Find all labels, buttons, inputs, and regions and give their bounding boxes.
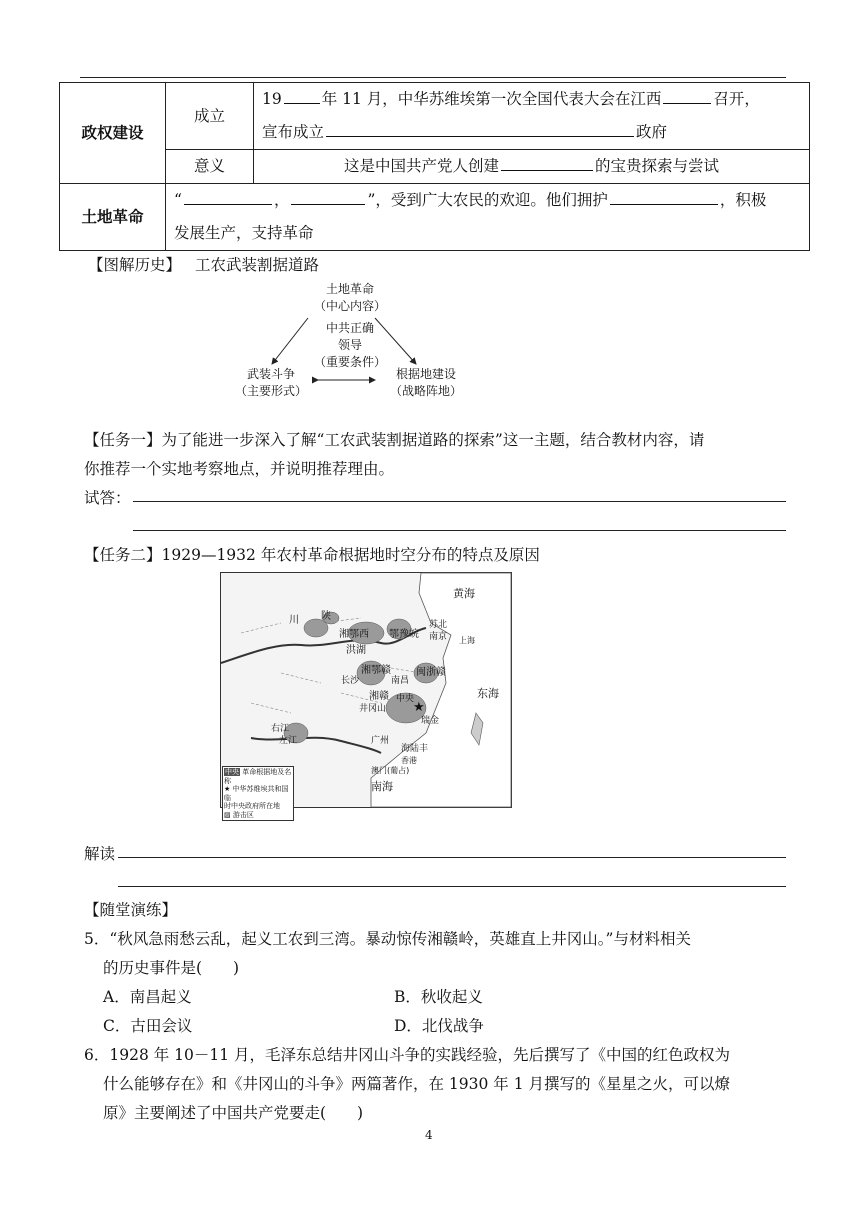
task1-answer-line-1[interactable] [133, 501, 786, 502]
map-label-youjiang: 右江 [271, 724, 290, 734]
q5-option-a[interactable]: A．南昌起义 [103, 988, 192, 1006]
node-left-title: 武装斗争 [246, 367, 295, 381]
header-rule [80, 77, 786, 78]
blank-year[interactable] [284, 85, 320, 104]
q6-line1: 6．1928 年 10－11 月，毛泽东总结井冈山斗争的实践经验，先后撰写了《中国的红色政权为 [84, 1046, 731, 1064]
task1-answer-line-2[interactable] [133, 530, 786, 531]
node-top-title: 土地革命 [325, 282, 374, 296]
text-develop: 发展生产，支持革命 [174, 224, 314, 242]
map-label-nanjing: 南京 [429, 632, 448, 642]
diagram-heading: 【图解历史】 [88, 256, 182, 274]
text-actively: ，积极 [719, 191, 767, 209]
arrow-top-to-right [375, 318, 416, 364]
q5-option-d[interactable]: D．北伐战争 [394, 1017, 484, 1035]
map-label-xiangejiang: 湘鄂赣 [361, 665, 391, 676]
text-government: 政府 [636, 123, 668, 141]
text-year: 19 [262, 90, 282, 108]
practice-heading: 【随堂演练】 [84, 901, 178, 919]
map-label-guangzhou: 广州 [371, 736, 390, 746]
text-convened: 召开， [713, 90, 760, 108]
task2-answer-label: 解读 [84, 845, 116, 863]
map-label-mingan: 闽浙赣 [416, 667, 446, 678]
q6-line2: 什么能够存在》和《井冈山的斗争》两篇著作，在 1930 年 1 月撰写的《星星之火，可以燎 [103, 1075, 731, 1093]
revolutionary-bases-map [220, 572, 512, 819]
map-label-honghu: 洪湖 [346, 645, 366, 656]
text-significance-2: 的宝贵探索与尝试 [595, 157, 720, 175]
q5-option-c[interactable]: C．古田会议 [103, 1017, 193, 1035]
map-label-chuan: 川 [289, 615, 299, 626]
text-announce: 宣布成立 [262, 123, 325, 141]
legend-item-capital-2: 时中央政府所在地 [224, 802, 280, 810]
map-label-ruijin: 瑞金 [421, 716, 440, 726]
node-center-l3: （重要条件） [313, 355, 386, 369]
node-center-l2: 领导 [337, 338, 362, 352]
task2-answer-line-2[interactable] [118, 886, 786, 887]
blank-support[interactable] [610, 186, 718, 205]
map-label-eyuwan: 鄂豫皖 [389, 629, 419, 640]
map-label-subei: 苏北 [429, 620, 448, 630]
blank-slogan-1[interactable] [184, 186, 272, 205]
legend-item-guerrilla: 游击区 [232, 810, 254, 819]
map-label-xianggan: 湘赣 [369, 691, 389, 702]
text-congress: 年 11 月，中华苏维埃第一次全国代表大会在江西 [321, 90, 662, 108]
node-right-title: 根据地建设 [395, 367, 456, 381]
capital-star-icon: ★ [413, 700, 425, 715]
arrow-top-to-left [272, 318, 308, 364]
task1-answer-label: 试答： [84, 489, 131, 507]
text-comma: ， [273, 191, 290, 209]
task2-answer-line-1[interactable] [118, 857, 786, 858]
legend-item-capital: 中华苏维埃共和国临 [224, 785, 289, 802]
blank-significance[interactable] [501, 152, 593, 171]
text-quote-open: “ [174, 191, 182, 209]
map-label-zuojiang: 左江 [279, 736, 298, 746]
q5-option-b[interactable]: B．秋收起义 [394, 988, 483, 1006]
map-label-xiangexi: 湘鄂西 [339, 629, 369, 640]
map-label-shan: 陕 [321, 611, 331, 622]
map-label-huanghai: 黄海 [453, 587, 475, 600]
cell-establish [254, 83, 810, 150]
map-label-haifeng: 海陆丰 [401, 744, 429, 754]
table-header-government: 政权建设 [60, 83, 166, 184]
q5-line2: 的历史事件是( ) [103, 959, 240, 977]
node-center-l1: 中共正确 [325, 321, 374, 335]
task1-line1: 【任务一】为了能进一步深入了解“工农武装割据道路的探索”这一主题，结合教材内容，请 [84, 431, 705, 449]
map-label-nanhai: 南海 [371, 780, 393, 793]
q5-line1: 5．“秋风急雨愁云乱，起义工农到三湾。暴动惊传湘赣岭，英雄直上井冈山。”与材料相关 [84, 930, 691, 948]
blank-place[interactable] [663, 85, 711, 104]
legend-tag: 中央 [225, 768, 239, 776]
legend-item-base: 革命根据地及名称 [224, 768, 292, 785]
cell-land-revolution [166, 184, 810, 251]
node-right-sub: （战略阵地） [389, 384, 462, 398]
map-label-changsha: 长沙 [341, 676, 360, 686]
task2-heading: 【任务二】1929—1932 年农村革命根据地时空分布的特点及原因 [84, 546, 540, 564]
map-label-zhongyang: 中央 [396, 694, 415, 704]
table-header-land-revolution: 土地革命 [60, 184, 166, 251]
blank-government-name[interactable] [326, 118, 634, 137]
map-label-xianggang: 香港 [401, 756, 417, 765]
label-establish: 成立 [166, 83, 254, 150]
node-top-sub: （中心内容） [313, 299, 386, 313]
map-label-nanchang: 南昌 [391, 676, 410, 686]
blank-slogan-2[interactable] [291, 186, 365, 205]
diagram-arrows [220, 280, 490, 410]
map-legend: 中央 革命根据地及名称 ★ 中华苏维埃共和国临 时中央政府所在地 ▨ 游击区 [222, 766, 294, 821]
node-left-sub: （主要形式） [234, 384, 307, 398]
diagram-heading-row [88, 253, 319, 275]
map-label-donghai: 东海 [477, 687, 499, 700]
text-welcome: ”，受到广大农民的欢迎。他们拥护 [367, 191, 608, 209]
diagram-title: 工农武装割据道路 [195, 256, 320, 274]
q6-line3: 原》主要阐述了中国共产党要走( ) [103, 1104, 364, 1122]
label-significance: 意义 [166, 150, 254, 184]
task1-line2: 你推荐一个实地考察地点，并说明推荐理由。 [84, 460, 395, 478]
map-label-aomen: 澳门(葡占) [371, 766, 410, 775]
summary-table [59, 82, 810, 251]
map-label-shanghai: 上海 [459, 636, 475, 645]
map-label-jinggangshan: 井冈山 [359, 704, 387, 714]
cell-significance [254, 150, 810, 184]
text-significance-1: 这是中国共产党人创建 [343, 157, 499, 175]
page-number: 4 [425, 1128, 433, 1142]
